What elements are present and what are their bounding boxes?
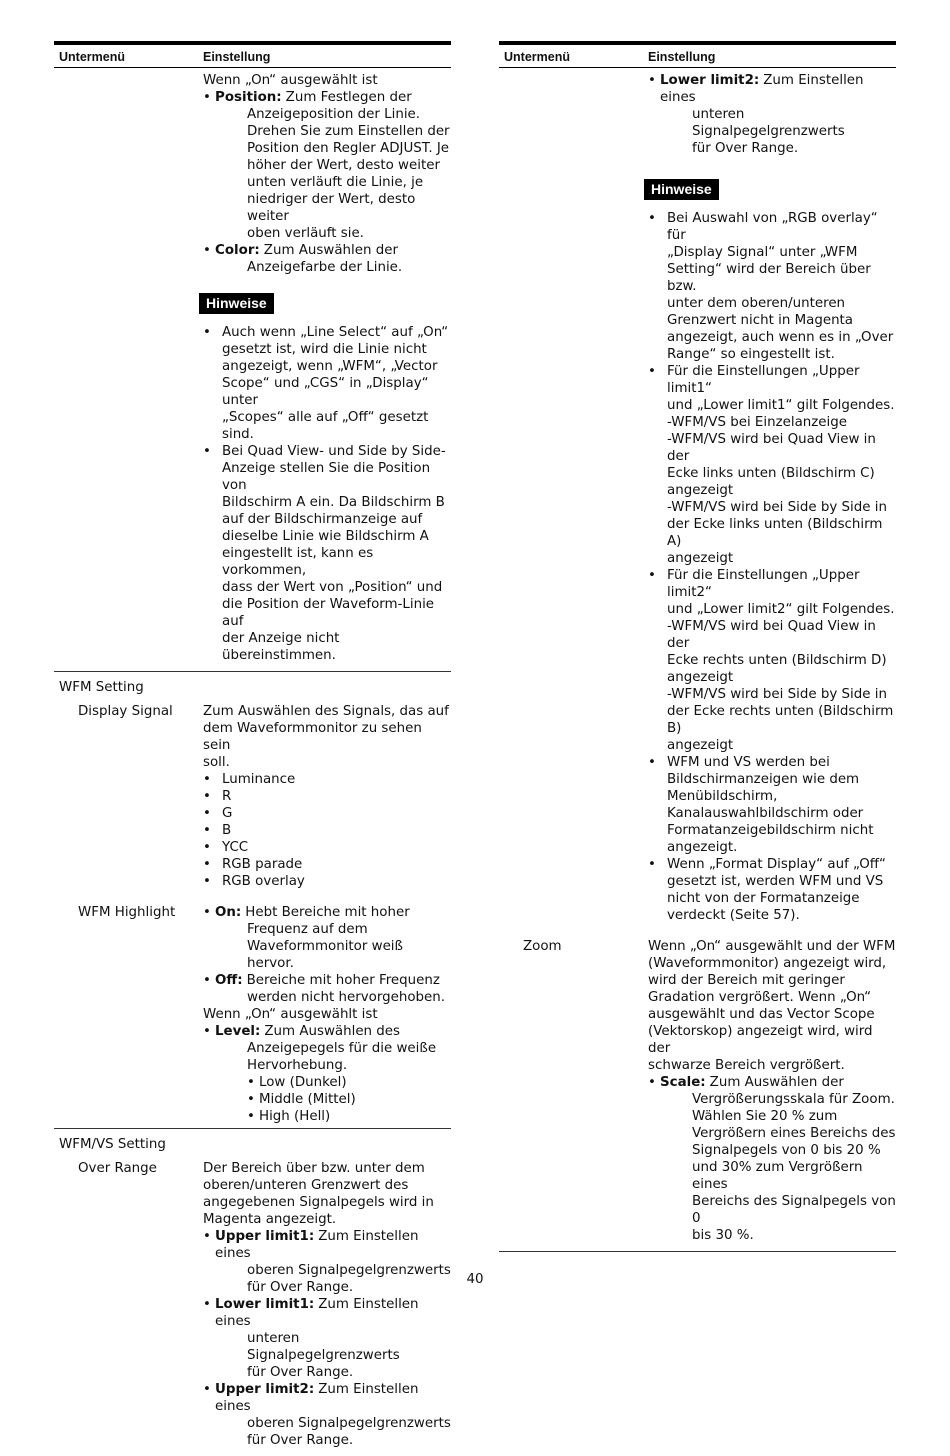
option-text: RGB parade <box>222 857 303 872</box>
option-text: für Over Range. <box>247 1433 354 1448</box>
table-row-over-range <box>54 1153 451 1456</box>
bullet-level <box>203 1023 451 1074</box>
note-text: Kanalauswahlbildschirm oder <box>667 806 864 821</box>
option-text: Zum Einstellen eines <box>215 1229 419 1261</box>
note-text: dieselbe Linie wie Bildschirm A <box>222 529 429 544</box>
bullet-icon: • <box>648 857 656 872</box>
note-text: Range“ so eingestellt ist. <box>667 347 835 362</box>
option-term: Lower limit2: <box>660 73 760 88</box>
note-text: und „Lower limit2“ gilt Folgendes. <box>667 602 895 617</box>
option-first-line <box>215 972 451 989</box>
desc-text: ausgewählt und das Vector Scope <box>648 1007 875 1022</box>
option-text: Signalpegels von 0 bis 20 % <box>692 1143 881 1158</box>
intro-text: Wenn „On“ ausgewählt ist <box>203 1007 378 1022</box>
bullet-icon: • <box>203 840 211 855</box>
desc-text: angegebenen Signalpegels wird in <box>203 1195 434 1210</box>
option-text: Bereiche mit hoher Frequenz <box>246 973 440 988</box>
submenu-label: Zoom <box>523 939 562 954</box>
table-row-line-position <box>54 68 451 672</box>
option-text: Zum Einstellen eines <box>215 1297 419 1329</box>
desc-text: oberen/unteren Grenzwert des <box>203 1178 409 1193</box>
option-text: Wählen Sie 20 % zum <box>692 1109 838 1124</box>
note-text: angezeigt <box>667 551 734 566</box>
note-item <box>648 754 896 856</box>
list-item <box>203 1091 451 1108</box>
bullet-icon: • <box>648 73 656 88</box>
note-text: Ecke links unten (Bildschirm C) <box>667 466 875 481</box>
note-text: angezeigt. <box>667 840 738 855</box>
header-submenu: Untermenü <box>59 50 125 64</box>
submenu-label: WFM Highlight <box>78 905 176 920</box>
bullet-scale <box>648 1074 896 1244</box>
option-text: Luminance <box>222 772 296 787</box>
note-text: eingestellt ist, kann es vorkommen, <box>222 546 374 578</box>
desc-text: Zum Auswählen des Signals, das auf <box>203 704 449 719</box>
table-header <box>54 41 451 68</box>
note-text: angezeigt <box>667 483 734 498</box>
bullet-icon: • <box>648 568 656 583</box>
bullet-icon: • <box>203 823 211 838</box>
bullet-icon: • <box>648 755 656 770</box>
header-submenu: Untermenü <box>504 50 570 64</box>
option-text: Zum Festlegen der <box>285 90 412 105</box>
note-text: unter dem oberen/unteren <box>667 296 846 311</box>
table-row-zoom <box>499 931 896 1252</box>
right-column <box>499 41 896 1252</box>
header-setting: Einstellung <box>648 50 716 64</box>
note-item <box>648 363 896 567</box>
option-text: Zum Auswählen der <box>709 1075 844 1090</box>
table-row-wfm-vs-setting <box>54 1129 451 1153</box>
note-text: angezeigt, auch wenn es in „Over <box>667 330 894 345</box>
note-text: Setting“ wird der Bereich über bzw. <box>667 262 871 294</box>
bullet-icon: • <box>648 211 656 226</box>
option-term: Upper limit2: <box>215 1382 315 1397</box>
setting-description <box>203 897 451 1128</box>
bullet-icon: • <box>247 1075 255 1090</box>
bullet-icon: • <box>203 905 211 920</box>
setting-description <box>203 1153 451 1456</box>
list-item <box>203 1074 451 1091</box>
note-item <box>648 210 896 363</box>
note-text: -WFM/VS wird bei Side by Side in <box>667 500 887 515</box>
bullet-icon: • <box>203 1024 211 1039</box>
option-term: On: <box>215 905 242 920</box>
note-item <box>203 324 451 443</box>
bullet-icon: • <box>648 1075 656 1090</box>
option-first-line <box>215 1228 451 1262</box>
note-text: gesetzt ist, wird die Linie nicht <box>222 342 427 357</box>
option-text: Zum Auswählen der <box>263 243 398 258</box>
bullet-upper-limit2 <box>203 1381 451 1449</box>
note-text: „Scopes“ alle auf „Off“ gesetzt sind. <box>222 410 429 442</box>
note-text: Menübildschirm, <box>667 789 778 804</box>
option-text: Zum Einstellen eines <box>215 1382 419 1414</box>
submenu-label: Over Range <box>78 1161 157 1176</box>
option-text: Waveformmonitor weiß hervor. <box>247 939 403 971</box>
note-text: der Ecke rechts unten (Bildschirm B) <box>667 704 894 736</box>
option-term: Upper limit1: <box>215 1229 315 1244</box>
option-text: oberen Signalpegelgrenzwerts <box>247 1263 451 1278</box>
option-text: niedriger der Wert, desto weiter <box>247 192 416 224</box>
option-first-line <box>660 72 896 106</box>
option-term: Lower limit1: <box>215 1297 315 1312</box>
bullet-icon: • <box>247 1092 255 1107</box>
desc-text: Gradation vergrößert. Wenn „On“ <box>648 990 872 1005</box>
list-item <box>203 873 451 890</box>
option-text: High (Hell) <box>259 1109 331 1124</box>
bullet-icon: • <box>203 444 211 459</box>
option-first-line <box>660 1074 896 1091</box>
option-text: R <box>222 789 232 804</box>
option-text: für Over Range. <box>692 141 799 156</box>
setting-description <box>203 68 451 671</box>
note-text: Bildschirmanzeigen wie dem <box>667 772 860 787</box>
submenu-label: Display Signal <box>78 704 173 719</box>
note-text: die Position der Waveform-Linie auf <box>222 597 435 629</box>
list-item <box>203 856 451 873</box>
bullet-icon: • <box>203 325 211 340</box>
note-text: Für die Einstellungen „Upper limit1“ <box>667 364 860 396</box>
bullet-icon: • <box>203 1297 211 1312</box>
table-header <box>499 41 896 68</box>
desc-text: Wenn „On“ ausgewählt und der WFM <box>648 939 896 954</box>
option-text: Low (Dunkel) <box>259 1075 347 1090</box>
list-item <box>203 771 451 788</box>
bullet-icon: • <box>247 1109 255 1124</box>
option-text: oben verläuft sie. <box>247 226 364 241</box>
option-text: RGB overlay <box>222 874 305 889</box>
note-text: Bei Quad View- und Side by Side- <box>222 444 446 459</box>
option-term: Off: <box>215 973 243 988</box>
desc-text: soll. <box>203 755 230 770</box>
note-item <box>203 443 451 664</box>
note-text: Scope“ und „CGS“ in „Display“ unter <box>222 376 429 408</box>
bullet-icon: • <box>203 857 211 872</box>
option-first-line <box>215 904 451 921</box>
desc-text: wird der Bereich mit geringer <box>648 973 845 988</box>
bullet-position <box>203 89 451 242</box>
option-text: Anzeigepegels für die weiße <box>247 1041 437 1056</box>
option-text: Vergrößerungsskala für Zoom. <box>692 1092 895 1107</box>
option-text: oberen Signalpegelgrenzwerts <box>247 1416 451 1431</box>
option-first-line <box>215 1023 451 1040</box>
option-text: für Over Range. <box>247 1365 354 1380</box>
note-text: -WFM/VS bei Einzelanzeige <box>667 415 848 430</box>
note-text: „Display Signal“ unter „WFM <box>667 245 858 260</box>
desc-text: dem Waveformmonitor zu sehen sein <box>203 721 422 753</box>
note-item <box>648 567 896 754</box>
option-text: Hervorhebung. <box>247 1058 348 1073</box>
note-text: verdeckt (Seite 57). <box>667 908 800 923</box>
desc-text: (Waveformmonitor) angezeigt wird, <box>648 956 887 971</box>
option-text: höher der Wert, desto weiter <box>247 158 440 173</box>
note-item <box>648 856 896 924</box>
bullet-icon: • <box>203 90 211 105</box>
note-text: dass der Wert von „Position“ und <box>222 580 443 595</box>
note-text: angezeigt, wenn „WFM“, „Vector <box>222 359 438 374</box>
note-text: Grenzwert nicht in Magenta <box>667 313 854 328</box>
option-term: Position: <box>215 90 282 105</box>
bullet-icon: • <box>203 772 211 787</box>
option-first-line <box>215 242 451 259</box>
intro-text: Wenn „On“ ausgewählt ist <box>203 73 378 88</box>
note-text: Wenn „Format Display“ auf „Off“ <box>667 857 886 872</box>
bullet-color <box>203 242 451 276</box>
list-item <box>203 1108 451 1125</box>
bullet-icon: • <box>203 874 211 889</box>
option-text: Zum Einstellen eines <box>660 73 864 105</box>
left-column <box>54 41 451 1456</box>
notes-badge: Hinweise <box>199 293 274 314</box>
note-text: Bei Auswahl von „RGB overlay“ für <box>667 211 878 243</box>
bullet-on <box>203 904 451 972</box>
note-text: Für die Einstellungen „Upper limit2“ <box>667 568 860 600</box>
option-first-line <box>215 1381 451 1415</box>
desc-text: schwarze Bereich vergrößert. <box>648 1058 845 1073</box>
section-label: WFM/VS Setting <box>59 1137 166 1152</box>
bullet-icon: • <box>203 806 211 821</box>
note-text: angezeigt <box>667 670 734 685</box>
note-text: -WFM/VS wird bei Side by Side in <box>667 687 887 702</box>
option-term: Color: <box>215 243 260 258</box>
option-text: unteren Signalpegelgrenzwerts <box>247 1331 400 1363</box>
table-row-wfm-highlight <box>54 897 451 1129</box>
option-first-line <box>215 1296 451 1330</box>
setting-description <box>648 68 896 931</box>
note-text: Bildschirm A ein. Da Bildschirm B <box>222 495 445 510</box>
page-number: 40 <box>466 1272 484 1287</box>
option-text: Anzeigefarbe der Linie. <box>247 260 403 275</box>
list-item <box>203 822 451 839</box>
option-term: Level: <box>215 1024 261 1039</box>
desc-text: Der Bereich über bzw. unter dem <box>203 1161 425 1176</box>
list-item <box>203 805 451 822</box>
bullet-icon: • <box>203 973 211 988</box>
bullet-icon: • <box>648 364 656 379</box>
option-text: Vergrößern eines Bereichs des <box>692 1126 896 1141</box>
bullet-lower-limit1 <box>203 1296 451 1381</box>
note-text: -WFM/VS wird bei Quad View in der <box>667 619 876 651</box>
note-text: Auch wenn „Line Select“ auf „On“ <box>222 325 449 340</box>
note-text: WFM und VS werden bei <box>667 755 830 770</box>
note-text: nicht von der Formatanzeige <box>667 891 860 906</box>
bullet-icon: • <box>203 243 211 258</box>
header-setting: Einstellung <box>203 50 271 64</box>
note-text: der Anzeige nicht übereinstimmen. <box>222 631 340 663</box>
list-item <box>203 839 451 856</box>
option-text: Frequenz auf dem <box>247 922 368 937</box>
option-term: Scale: <box>660 1075 706 1090</box>
note-text: auf der Bildschirmanzeige auf <box>222 512 423 527</box>
option-text: für Over Range. <box>247 1280 354 1295</box>
table-row-display-signal <box>54 696 451 897</box>
desc-text: Magenta angezeigt. <box>203 1212 337 1227</box>
note-text: angezeigt <box>667 738 734 753</box>
list-item <box>203 788 451 805</box>
notes-badge: Hinweise <box>644 179 719 200</box>
table-row-wfm-setting <box>54 672 451 696</box>
note-text: und „Lower limit1“ gilt Folgendes. <box>667 398 895 413</box>
bullet-off <box>203 972 451 1006</box>
option-first-line <box>215 89 451 106</box>
note-text: der Ecke links unten (Bildschirm A) <box>667 517 883 549</box>
bullet-icon: • <box>203 789 211 804</box>
option-text: Zum Auswählen des <box>264 1024 401 1039</box>
option-text: unteren Signalpegelgrenzwerts <box>692 107 845 139</box>
option-text: Position den Regler ADJUST. Je <box>247 141 450 156</box>
desc-text: (Vektorskop) angezeigt wird, wird der <box>648 1024 873 1056</box>
option-text: Anzeigeposition der Linie. <box>247 107 421 122</box>
option-text: Middle (Mittel) <box>259 1092 356 1107</box>
option-text: unten verläuft die Linie, je <box>247 175 424 190</box>
note-text: -WFM/VS wird bei Quad View in der <box>667 432 876 464</box>
option-text: Drehen Sie zum Einstellen der <box>247 124 450 139</box>
option-text: Hebt Bereiche mit hoher <box>245 905 410 920</box>
bullet-lower-limit2 <box>648 72 896 157</box>
note-text: Anzeige stellen Sie die Position von <box>222 461 431 493</box>
note-text: Ecke rechts unten (Bildschirm D) <box>667 653 887 668</box>
option-text: und 30% zum Vergrößern eines <box>692 1160 863 1192</box>
note-text: Formatanzeigebildschirm nicht <box>667 823 874 838</box>
note-text: gesetzt ist, werden WFM und VS <box>667 874 884 889</box>
setting-description <box>203 696 451 897</box>
option-text: Bereichs des Signalpegels von 0 <box>692 1194 896 1226</box>
bullet-icon: • <box>203 1229 211 1244</box>
bullet-icon: • <box>203 1382 211 1397</box>
option-text: YCC <box>222 840 249 855</box>
option-text: G <box>222 806 233 821</box>
table-row-over-range-cont <box>499 68 896 931</box>
option-text: B <box>222 823 232 838</box>
option-text: werden nicht hervorgehoben. <box>247 990 446 1005</box>
setting-description <box>648 931 896 1251</box>
section-label: WFM Setting <box>59 680 144 695</box>
option-text: bis 30 %. <box>692 1228 754 1243</box>
